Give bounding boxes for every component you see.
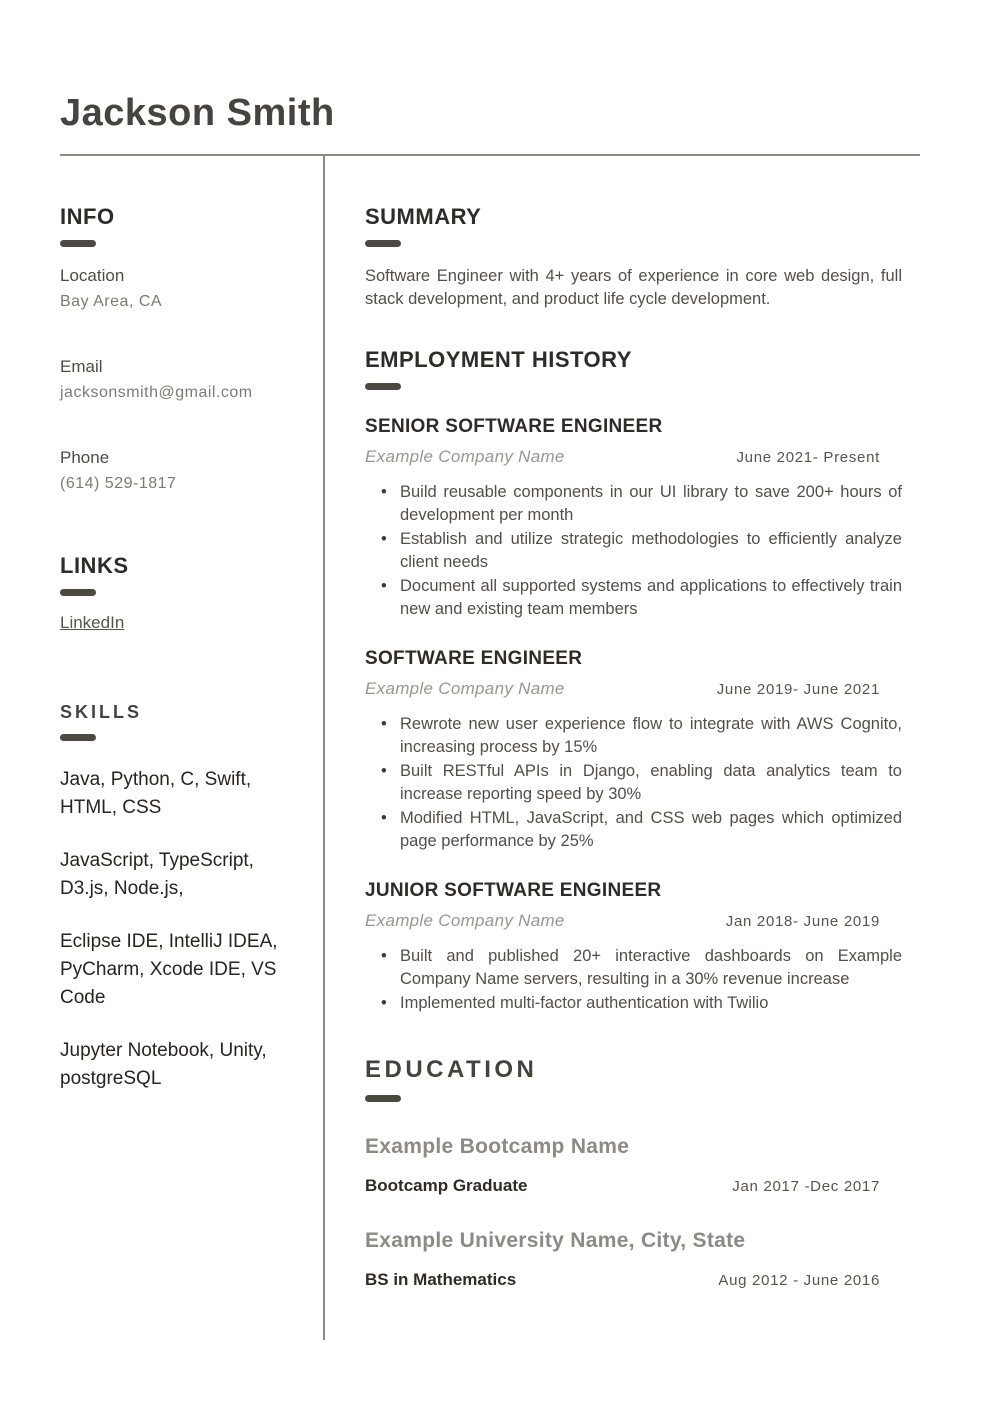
skills-list	[60, 766, 300, 1093]
sidebar	[0, 156, 325, 1340]
education-entry	[365, 1229, 902, 1290]
info-title: INFO	[60, 203, 115, 229]
info-field-email	[60, 357, 300, 403]
job-bullet: • Establish and utilize strategic methodologies to efficiently analyze client needs	[381, 528, 902, 575]
job-dates: June 2021- Present	[736, 448, 880, 466]
job-company: Example Company Name	[365, 910, 565, 930]
links-title-underline	[60, 589, 96, 596]
bullet-dot-icon: •	[381, 993, 387, 1012]
summary-section	[365, 205, 902, 312]
bullet-dot-icon: •	[381, 576, 387, 595]
info-field-phone	[60, 448, 300, 494]
bullet-dot-icon: •	[381, 529, 387, 548]
job-bullet: • Implemented multi-factor authentication with Twilio	[381, 992, 902, 1016]
education-dates: Jan 2017 -Dec 2017	[732, 1177, 880, 1195]
job-bullet: • Modified HTML, JavaScript, and CSS web pages which optimized page performance by 25%	[381, 807, 902, 854]
summary-title: SUMMARY	[365, 203, 482, 229]
degree-row	[365, 1176, 902, 1196]
email-value: jacksonsmith@gmail.com	[60, 383, 253, 401]
degree-row	[365, 1270, 902, 1290]
bullet-dot-icon: •	[381, 482, 387, 501]
job-dates: Jan 2018- June 2019	[725, 912, 880, 930]
body-columns	[0, 156, 1000, 1340]
phone-label: Phone	[60, 447, 110, 467]
education-entry	[365, 1135, 902, 1196]
job-bullet-list	[365, 713, 902, 854]
skill-group: Eclipse IDE, IntelliJ IDEA, PyCharm, Xcode IDE, VS Code	[60, 930, 278, 1008]
education-title-underline	[365, 1095, 401, 1102]
job-title: SENIOR SOFTWARE ENGINEER	[365, 416, 663, 438]
skill-group: JavaScript, TypeScript, D3.js, Node.js,	[60, 849, 254, 899]
skills-section	[60, 703, 300, 1093]
job-bullet: • Build reusable components in our UI library to save 200+ hours of development per month	[381, 481, 902, 528]
links-section	[60, 554, 300, 633]
info-section	[60, 205, 300, 494]
bullet-dot-icon: •	[381, 946, 387, 965]
main-content	[325, 156, 1000, 1340]
employment-title-underline	[365, 383, 401, 390]
job-dates: June 2019- June 2021	[716, 680, 880, 698]
header	[60, 0, 920, 156]
bullet-dot-icon: •	[381, 808, 387, 827]
location-label: Location	[60, 265, 125, 285]
employment-section	[365, 348, 902, 1015]
skill-group: Java, Python, C, Swift, HTML, CSS	[60, 768, 252, 818]
summary-text: Software Engineer with 4+ years of experience in core web design, full stack development, and product life cycle development.	[365, 266, 902, 309]
email-label: Email	[60, 356, 103, 376]
job-meta	[365, 911, 902, 931]
job-bullet: • Built and published 20+ interactive dashboards on Example Company Name servers, resulting in a 30% revenue increase	[381, 945, 902, 992]
job-company: Example Company Name	[365, 678, 565, 698]
skill-group: Jupyter Notebook, Unity, postgreSQL	[60, 1039, 267, 1089]
job-bullet-list	[365, 481, 902, 622]
job-entry	[365, 881, 902, 1015]
job-bullet: • Document all supported systems and applications to effectively train new and existing team members	[381, 575, 902, 622]
education-title: EDUCATION	[365, 1056, 538, 1084]
bullet-dot-icon: •	[381, 714, 387, 733]
person-name: Jackson Smith	[60, 92, 335, 134]
job-entry	[365, 649, 902, 854]
degree-name: BS in Mathematics	[365, 1269, 517, 1289]
school-name: Example Bootcamp Name	[365, 1134, 630, 1158]
job-entry	[365, 417, 902, 622]
bullet-dot-icon: •	[381, 761, 387, 780]
job-title: JUNIOR SOFTWARE ENGINEER	[365, 879, 662, 901]
info-field-location	[60, 266, 300, 312]
job-bullet: • Rewrote new user experience flow to integrate with AWS Cognito, increasing process by 15%	[381, 713, 902, 760]
job-title: SOFTWARE ENGINEER	[365, 647, 583, 669]
skills-title-underline	[60, 734, 96, 741]
job-bullet: • Built RESTful APIs in Django, enabling data analytics team to increase reporting speed by 30%	[381, 760, 902, 807]
skills-title: SKILLS	[60, 702, 143, 723]
job-meta	[365, 679, 902, 699]
education-dates: Aug 2012 - June 2016	[718, 1271, 880, 1289]
job-bullet-list	[365, 945, 902, 1016]
job-company: Example Company Name	[365, 446, 565, 466]
summary-title-underline	[365, 240, 401, 247]
job-meta	[365, 447, 902, 467]
location-value: Bay Area, CA	[60, 292, 163, 310]
linkedin-link[interactable]: LinkedIn	[60, 613, 125, 633]
phone-value: (614) 529-1817	[60, 474, 177, 492]
info-title-underline	[60, 240, 96, 247]
degree-name: Bootcamp Graduate	[365, 1175, 528, 1195]
links-title: LINKS	[60, 552, 129, 578]
education-section	[365, 1057, 902, 1290]
school-name: Example University Name, City, State	[365, 1228, 746, 1252]
employment-title: EMPLOYMENT HISTORY	[365, 346, 632, 372]
